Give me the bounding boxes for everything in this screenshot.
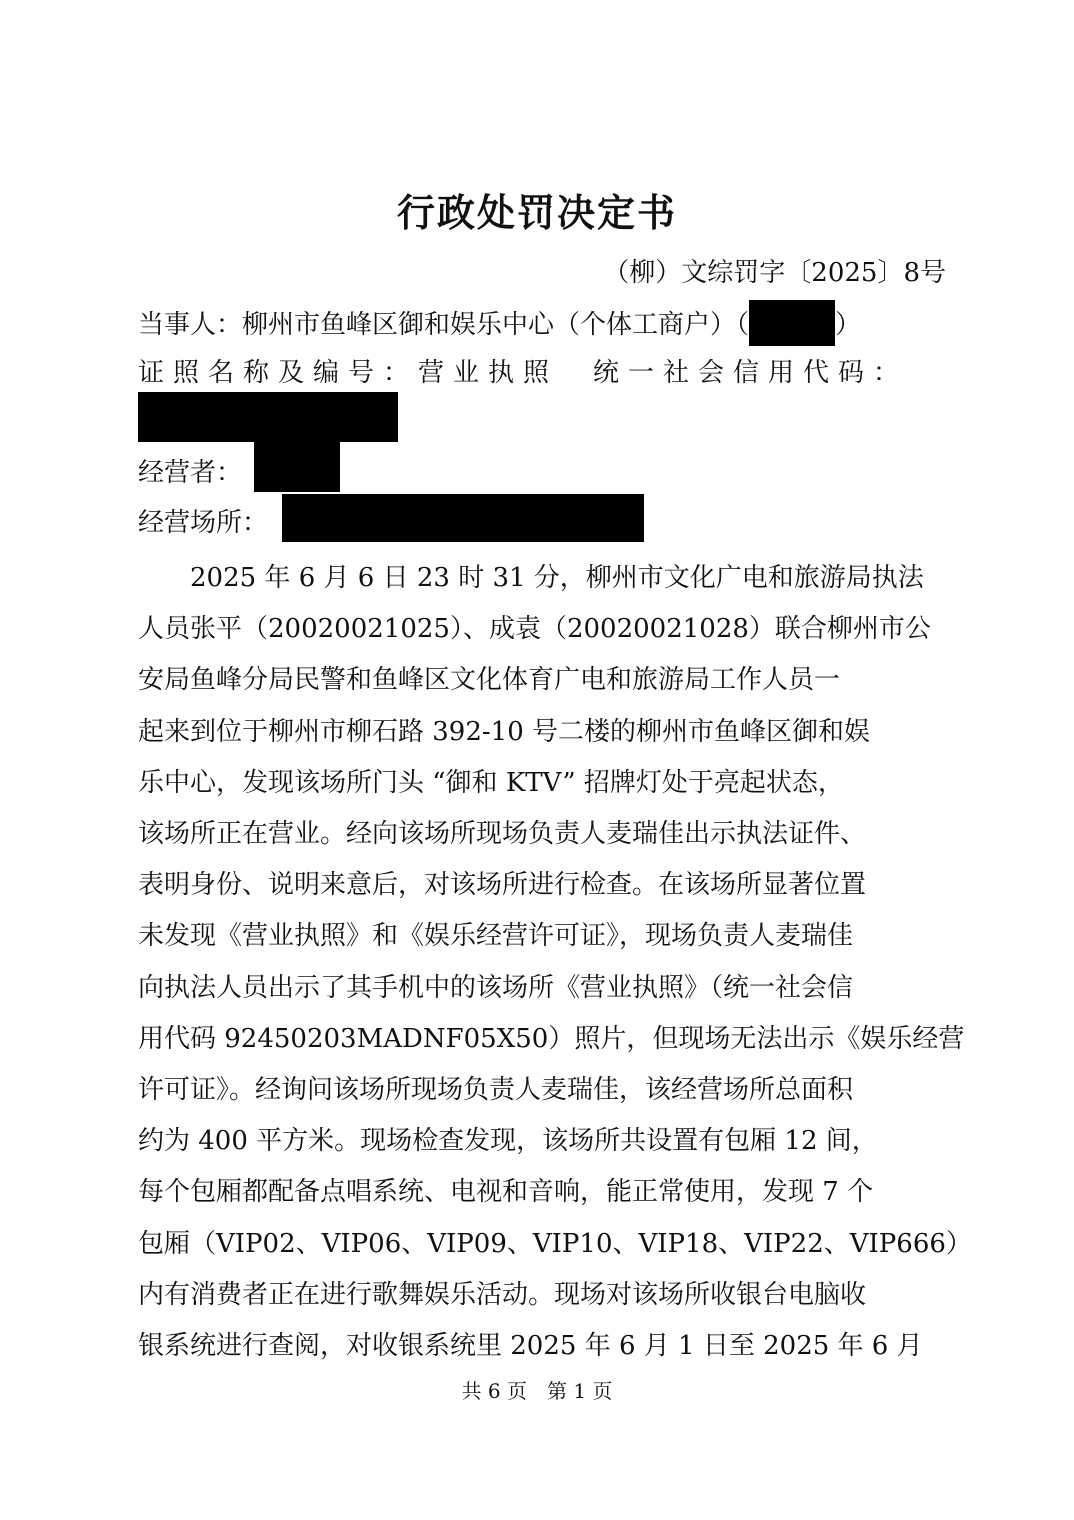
license-line: 证照名称及编号：营业执照 统一社会信用代码： [138,358,909,388]
body-line: 包厢（VIP02、VIP06、VIP09、VIP10、VIP18、VIP22、VIP666） [138,1228,972,1259]
body-line: 安局鱼峰分局民警和鱼峰区文化体育广电和旅游局工作人员一 [138,665,841,696]
license-redaction-block [138,392,398,442]
body-line: 乐中心，发现该场所门头 “御和 KTV” 招牌灯处于亮起状态， [138,767,844,798]
body-line: 许可证》。经询问该场所现场负责人麦瑞佳，该经营场所总面积 [138,1075,854,1106]
body-line: 起来到位于柳州市柳石路 392-10 号二楼的柳州市鱼峰区御和娱 [138,716,871,747]
page-footer: 共 6 页 第 1 页 [461,1379,613,1403]
body-line: 表明身份、说明来意后，对该场所进行检查。在该场所显著位置 [138,870,867,901]
party-close: ） [835,310,862,340]
party-line [138,306,861,346]
document-title: 行政处罚决定书 [396,190,677,235]
premises-line [138,506,268,540]
premises-redaction-block [282,494,644,542]
body-line: 人员张平（20020021025）、成袁（20020021028）联合柳州市公 [138,614,931,645]
body-line: 该场所正在营业。经向该场所现场负责人麦瑞佳出示执法证件、 [138,819,867,850]
body-line: 未发现《营业执照》和《娱乐经营许可证》，现场负责人麦瑞佳 [138,921,854,952]
body-line: 内有消费者正在进行歌舞娱乐活动。现场对该场所收银台电脑收 [138,1279,867,1310]
operator-line [138,456,242,490]
body-line: 约为 400 平方米。现场检查发现，该场所共设置有包厢 12 间， [138,1126,878,1157]
body-line: 每个包厢都配备点唱系统、电视和音响，能正常使用，发现 7 个 [138,1177,874,1208]
operator-label: 经营者： [138,458,243,488]
body-line: 银系统进行查阅，对收银系统里 2025 年 6 月 1 日至 2025 年 6 月 [138,1331,923,1362]
body-line: 2025 年 6 月 6 日 23 时 31 分，柳州市文化广电和旅游局执法 [138,563,924,593]
party-label: 当事人：柳州市鱼峰区御和娱乐中心（个体工商户）（ [138,310,750,340]
document-number: （柳）文综罚字〔2025〕8号 [603,258,946,288]
body-text [138,553,972,1372]
body-line: 用代码 92450203MADNF05X50）照片，但现场无法出示《娱乐经营 [138,1023,965,1054]
operator-redaction-block [254,442,340,492]
body-line: 向执法人员出示了其手机中的该场所《营业执照》（统一社会信 [138,972,854,1003]
redaction-block [749,300,835,346]
premises-label: 经营场所： [138,508,269,538]
